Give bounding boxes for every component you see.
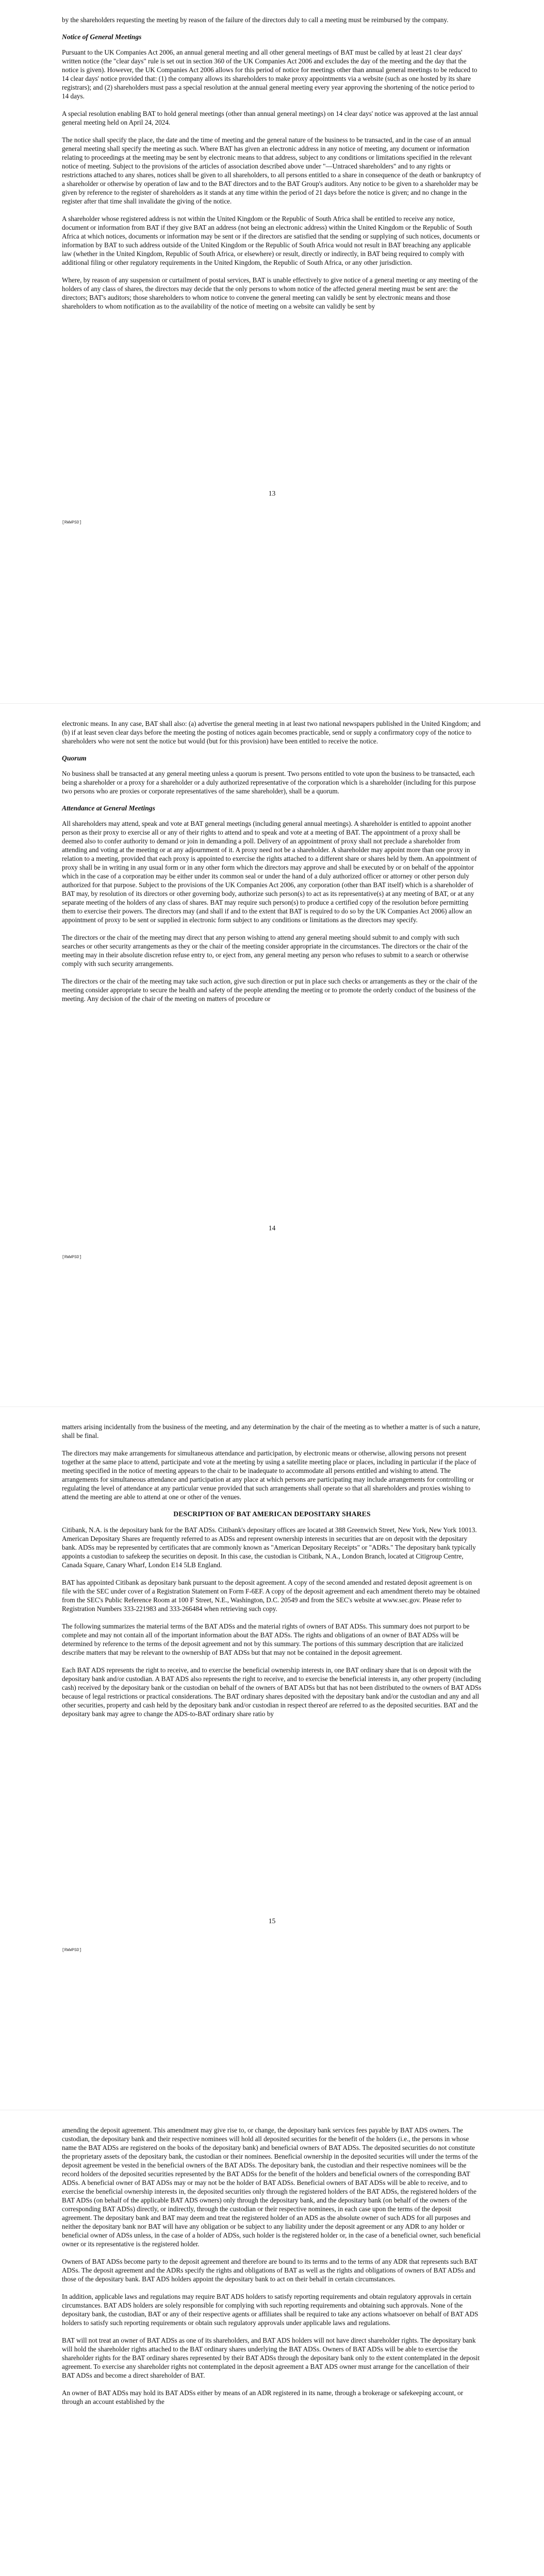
quorum-heading: Quorum: [62, 754, 87, 762]
document-page-15: [0, 1406, 544, 2110]
paragraph: The notice shall specify the place, the date and the time of meeting and the general nature of the business to be transacted, and in the case of an annual general meeting shall specify the meeting as such. Where BAT has given an electronic address in any notice of meeting, any document or information relating to proceedings at the meeting may be sent by electronic means to that address, subject to any conditions or limitations specified in the relevant notice of meeting. Subject to the provisions of the articles of association described above under "—Untraced shareholders" and to any rights or restrictions attached to any shares, notices shall be given to all shareholders, to all persons entitled to a share in consequence of the death or bankruptcy of a shareholder or otherwise by operation of law and to the BAT directors and to the BAT Group's auditors. Any notice to be given to a shareholder may be given by reference to the register of shareholders as it stands at any time within the period of 21 days before the notice is given; and no change in the register after that time shall invalidate the giving of the notice.: [62, 136, 481, 205]
paragraph: matters arising incidentally from the business of the meeting, and any determination by the chair of the meeting as to whether a matter is of such a nature, shall be final.: [62, 1423, 481, 1439]
page-number: 14: [268, 1224, 276, 1232]
paragraph: Each BAT ADS represents the right to receive, and to exercise the beneficial ownership interests in, one BAT ordinary share that is on deposit with the depositary bank and/or custodian. A BAT ADS also represents the right to receive, and to exercise the beneficial interests in, any other property (including cash) received by the depositary bank or the custodian on behalf of the owners of BAT ADSs but that has not been distributed to the owners of BAT ADSs because of legal restrictions or practical considerations. The BAT ordinary shares deposited with the depositary bank and/or the custodian and any and all other securities, property and cash held by the depositary bank and/or custodian in respect thereof are referred to as the deposited securities. BAT and the depositary bank may agree to change the ADS-to-BAT ordinary share ratio by: [62, 1666, 482, 1718]
paragraph: No business shall be transacted at any general meeting unless a quorum is present. Two persons entitled to vote upon the business to be transacted, each being a shareholder or a proxy for a shareholder or a duly authorized representative of the corporation which is a shareholder (including for this purpose two persons who are proxies or corporate representatives of the same shareholder), shall be a quorum.: [62, 770, 476, 795]
footer-code: [RWWPSD]: [62, 1255, 82, 1260]
notice-of-general-meetings-heading: Notice of General Meetings: [62, 33, 142, 41]
paragraph: Where, by reason of any suspension or curtailment of postal services, BAT is unable effectively to give notice of a general meeting or any meeting of the holders of any class of shares, the directors may decide that the only persons to whom notice of the affected general meeting must be sent are: the directors; BAT's auditors; those shareholders to whom notice to convene the general meeting can validly be sent by electronic means and those shareholders to whom notification as to the availability of the notice of meeting on a website can validly be sent by: [62, 276, 478, 310]
paragraph: The following summarizes the material terms of the BAT ADSs and the material rights of owners of BAT ADSs. This summary does not purport to be complete and may not contain all of the important information about the BAT ADSs. The rights and obligations of an owner of BAT ADSs will be determined by reference to the terms of the deposit agreement and not by this summary. The portions of this summary description that are italicized describe matters that may be relevant to the ownership of BAT ADSs but that may not be contained in the deposit agreement.: [62, 1622, 470, 1656]
footer-code: [RWWPSD]: [62, 520, 82, 525]
paragraph: amending the deposit agreement. This amendment may give rise to, or change, the depositary bank services fees payable by BAT ADS owners. The custodian, the depositary bank and their respective nominees will hold all deposited securities for the benefit of the holders (i.e., the persons in whose name the BAT ADSs are registered on the books of the depositary bank) and beneficial owners of BAT ADSs. The deposited securities do not constitute the proprietary assets of the depositary bank, the custodian or their nominees. Beneficial ownership in the deposited securities will under the terms of the deposit agreement be vested in the beneficial owners of the BAT ADSs. The depositary bank, the custodian and their respective nominees will be the record holders of the deposited securities represented by the BAT ADSs for the benefit of the holders and beneficial owners of the corresponding BAT ADSs. A beneficial owner of BAT ADSs may or may not be the holder of BAT ADSs. Beneficial owners of BAT ADSs will be able to receive, and to exercise the beneficial ownership interests in, the deposited securities only through the registered holders of the BAT ADSs, the registered holders of the BAT ADSs (on behalf of the applicable BAT ADS owners) only through the depositary bank, and the depositary bank (on behalf of the owners of the corresponding BAT ADSs) directly, or indirectly, through the custodian or their respective nominees, in each case upon the terms of the deposit agreement. The depositary bank and BAT may deem and treat the registered holder of an ADS as the absolute owner of such ADS for all purposes and neither the depositary bank nor BAT will have any obligation or be subject to any liability under the deposit agreement or any ADR to any holder or beneficial owner of ADSs unless, in the case of a holder of ADSs, such holder is the registered holder or, in the case of a beneficial owner, such beneficial owner or its representative is the registered holder.: [62, 2126, 481, 2248]
paragraph: Pursuant to the UK Companies Act 2006, an annual general meeting and all other general meetings of BAT must be called by at least 21 clear days' written notice (the "clear days" rule is set out in section 360 of the UK Companies Act 2006 and excludes the day of the meeting and the day that the notice is given). However, the UK Companies Act 2006 allows for this period of notice for meetings other than annual general meetings to be reduced to 14 clear days' notice provided that: (1) the company allows its shareholders to make proxy appointments via a website (such as one hosted by its share registrars); and (2) shareholders must pass a special resolution at the annual general meeting every year approving the shortening of the notice period to 14 days.: [62, 48, 477, 100]
document-page-13: [0, 0, 544, 703]
page-number: 13: [268, 489, 276, 497]
attendance-heading: Attendance at General Meetings: [62, 804, 155, 812]
paragraph: BAT will not treat an owner of BAT ADSs as one of its shareholders, and BAT ADS holders will not have direct shareholder rights. The depositary bank will hold the shareholder rights attached to the BAT ordinary shares underlying the BAT ADSs. Owners of BAT ADSs will be able to exercise the shareholder rights for the BAT ordinary shares represented by their BAT ADSs through the depositary bank only to the extent contemplated in the deposit agreement. To exercise any shareholder rights not contemplated in the deposit agreement a BAT ADS owner must arrange for the cancellation of their BAT ADSs and become a direct shareholder of BAT.: [62, 2336, 480, 2379]
footer-code: [RWWPSD]: [62, 1948, 82, 1953]
paragraph: The directors or the chair of the meeting may direct that any person wishing to attend any general meeting should submit to and comply with such searches or other security arrangements as they or the chair of the meeting consider appropriate in the circumstances. The directors or the chair of the meeting may in their absolute discretion refuse entry to, or eject from, any general meeting any person who refuses to submit to a search or otherwise comply with such security arrangements.: [62, 934, 469, 968]
paragraph: by the shareholders requesting the meeting by reason of the failure of the directors duly to call a meeting must be reimbursed by the company.: [62, 16, 449, 24]
paragraph: A shareholder whose registered address is not within the United Kingdom or the Republic of South Africa shall be entitled to receive any notice, document or information from BAT if they give BAT an address (not being an electronic address) within the United Kingdom or the Republic of South Africa at which notices, documents or information may be sent or if the directors are satisfied that the sending or supplying of such notices, documents or information by BAT to such address outside of the United Kingdom or the Republic of South Africa would not result in BAT breaching any applicable law (whether in the United Kingdom, Republic of South Africa, or elsewhere) or result, directly or indirectly, in BAT being required to comply with additional filing or other regulatory requirements in the United Kingdom, the Republic of South Africa, or any other jurisdiction.: [62, 215, 480, 266]
paragraph: The directors or the chair of the meeting may take such action, give such direction or put in place such checks or arrangements as they or the chair of the meeting consider appropriate to secure the health and safety of the people attending the meeting or to promote the orderly conduct of the business of the meeting. Any decision of the chair of the meeting on matters of procedure or: [62, 977, 477, 1003]
paragraph: All shareholders may attend, speak and vote at BAT general meetings (including general annual meetings). A shareholder is entitled to appoint another person as their proxy to exercise all or any of their rights to attend and to speak and vote at a meeting of BAT. The appointment of a proxy shall be deemed also to confer authority to demand or join in demanding a poll. Delivery of an appointment of proxy shall not preclude a shareholder from attending and voting at the meeting or at any adjournment of it. A proxy need not be a shareholder. A shareholder may appoint more than one proxy in relation to a meeting, provided that each proxy is appointed to exercise the rights attached to a different share or shares held by them. An appointment of proxy shall be in writing in any usual form or in any other form which the directors may approve and shall be executed by or on behalf of the appointor which in the case of a corporation may be either under its common seal or under the hand of a duly authorized officer or attorney or other person duly authorized for that purpose. Subject to the provisions of the UK Companies Act 2006, any corporation (other than BAT itself) which is a shareholder of BAT may, by resolution of its directors or other governing body, authorize such person(s) to act as its representative(s) at any meeting of BAT, or at any separate meeting of the holders of any class of shares. BAT may require such person(s) to produce a certified copy of the resolution before permitting them to exercise their powers. The directors may (and shall if and to the extent that BAT is required to do so by the UK Companies Act 2006) allow an appointment of proxy to be sent or supplied in electronic form subject to any conditions or limitations as the directors may specify.: [62, 820, 477, 924]
paragraph: BAT has appointed Citibank as depositary bank pursuant to the deposit agreement. A copy of the second amended and restated deposit agreement is on file with the SEC under cover of a Registration Statement on Form F-6EF. A copy of the deposit agreement and each amendment thereto may be obtained from the SEC's Public Reference Room at 100 F Street, N.E., Washington, D.C. 20549 and from the SEC's website at www.sec.gov. Please refer to Registration Numbers 333-221983 and 333-266484 when retrieving such copy.: [62, 1579, 480, 1613]
paragraph: Owners of BAT ADSs become party to the deposit agreement and therefore are bound to its terms and to the terms of any ADR that represents such BAT ADSs. The deposit agreement and the ADRs specify the rights and obligations of BAT as well as the rights and obligations of owners of BAT ADSs and those of the depositary bank. BAT ADS holders appoint the depositary bank to act on their behalf in certain circumstances.: [62, 2258, 477, 2283]
document-page-14: [0, 703, 544, 1406]
document-page-16: [0, 2110, 544, 2576]
paragraph: The directors may make arrangements for simultaneous attendance and participation, by electronic means or otherwise, allowing persons not present together at the same place to attend, participate and vote at the meeting by using a satellite meeting place or places, including in particular if the place of meeting specified in the notice of meeting appears to the chair to be inadequate to accommodate all persons entitled and wishing to attend. The arrangements for simultaneous attendance and participation at any place at which persons are participating may include arrangements for controlling or regulating the level of attendance at any particular venue provided that such arrangements shall operate so that all shareholders and proxies wishing to attend the meeting are able to attend at one or other of the venues.: [62, 1449, 476, 1501]
paragraph: A special resolution enabling BAT to hold general meetings (other than annual general meetings) on 14 clear days' notice was approved at the last annual general meeting held on April 24, 2024.: [62, 110, 479, 126]
page-number: 15: [268, 1917, 276, 1925]
section-heading: DESCRIPTION OF BAT AMERICAN DEPOSITARY SHARES: [173, 1510, 371, 1518]
paragraph: An owner of BAT ADSs may hold its BAT ADSs either by means of an ADR registered in its name, through a brokerage or safekeeping account, or through an account established by the: [62, 2389, 464, 2405]
paragraph: electronic means. In any case, BAT shall also: (a) advertise the general meeting in at least two national newspapers published in the United Kingdom; and (b) if at least seven clear days before the meeting the posting of notices again becomes practicable, send or supply a confirmatory copy of the notice to shareholders who were not sent the notice but would (but for this provision) have been entitled to receive the notice.: [62, 720, 481, 745]
paragraph: In addition, applicable laws and regulations may require BAT ADS holders to satisfy reporting requirements and obtain regulatory approvals in certain circumstances. BAT ADS holders are solely responsible for complying with such reporting requirements and obtaining such approvals. None of the depositary bank, the custodian, BAT or any of their respective agents or affiliates shall be required to take any actions whatsoever on behalf of BAT ADS holders to satisfy such reporting requirements or obtain such regulatory approvals under applicable laws and regulations.: [62, 2293, 479, 2327]
paragraph: Citibank, N.A. is the depositary bank for the BAT ADSs. Citibank's depositary offices are located at 388 Greenwich Street, New York, New York 10013. American Depositary Shares are frequently referred to as ADSs and represent ownership interests in securities that are on deposit with the depositary bank. ADSs may be represented by certificates that are commonly known as "American Depositary Receipts" or "ADRs." The depositary bank typically appoints a custodian to safekeep the securities on deposit. In this case, the custodian is Citibank, N.A., London Branch, located at Citigroup Centre, Canada Square, Canary Wharf, London E14 5LB England.: [62, 1526, 477, 1569]
